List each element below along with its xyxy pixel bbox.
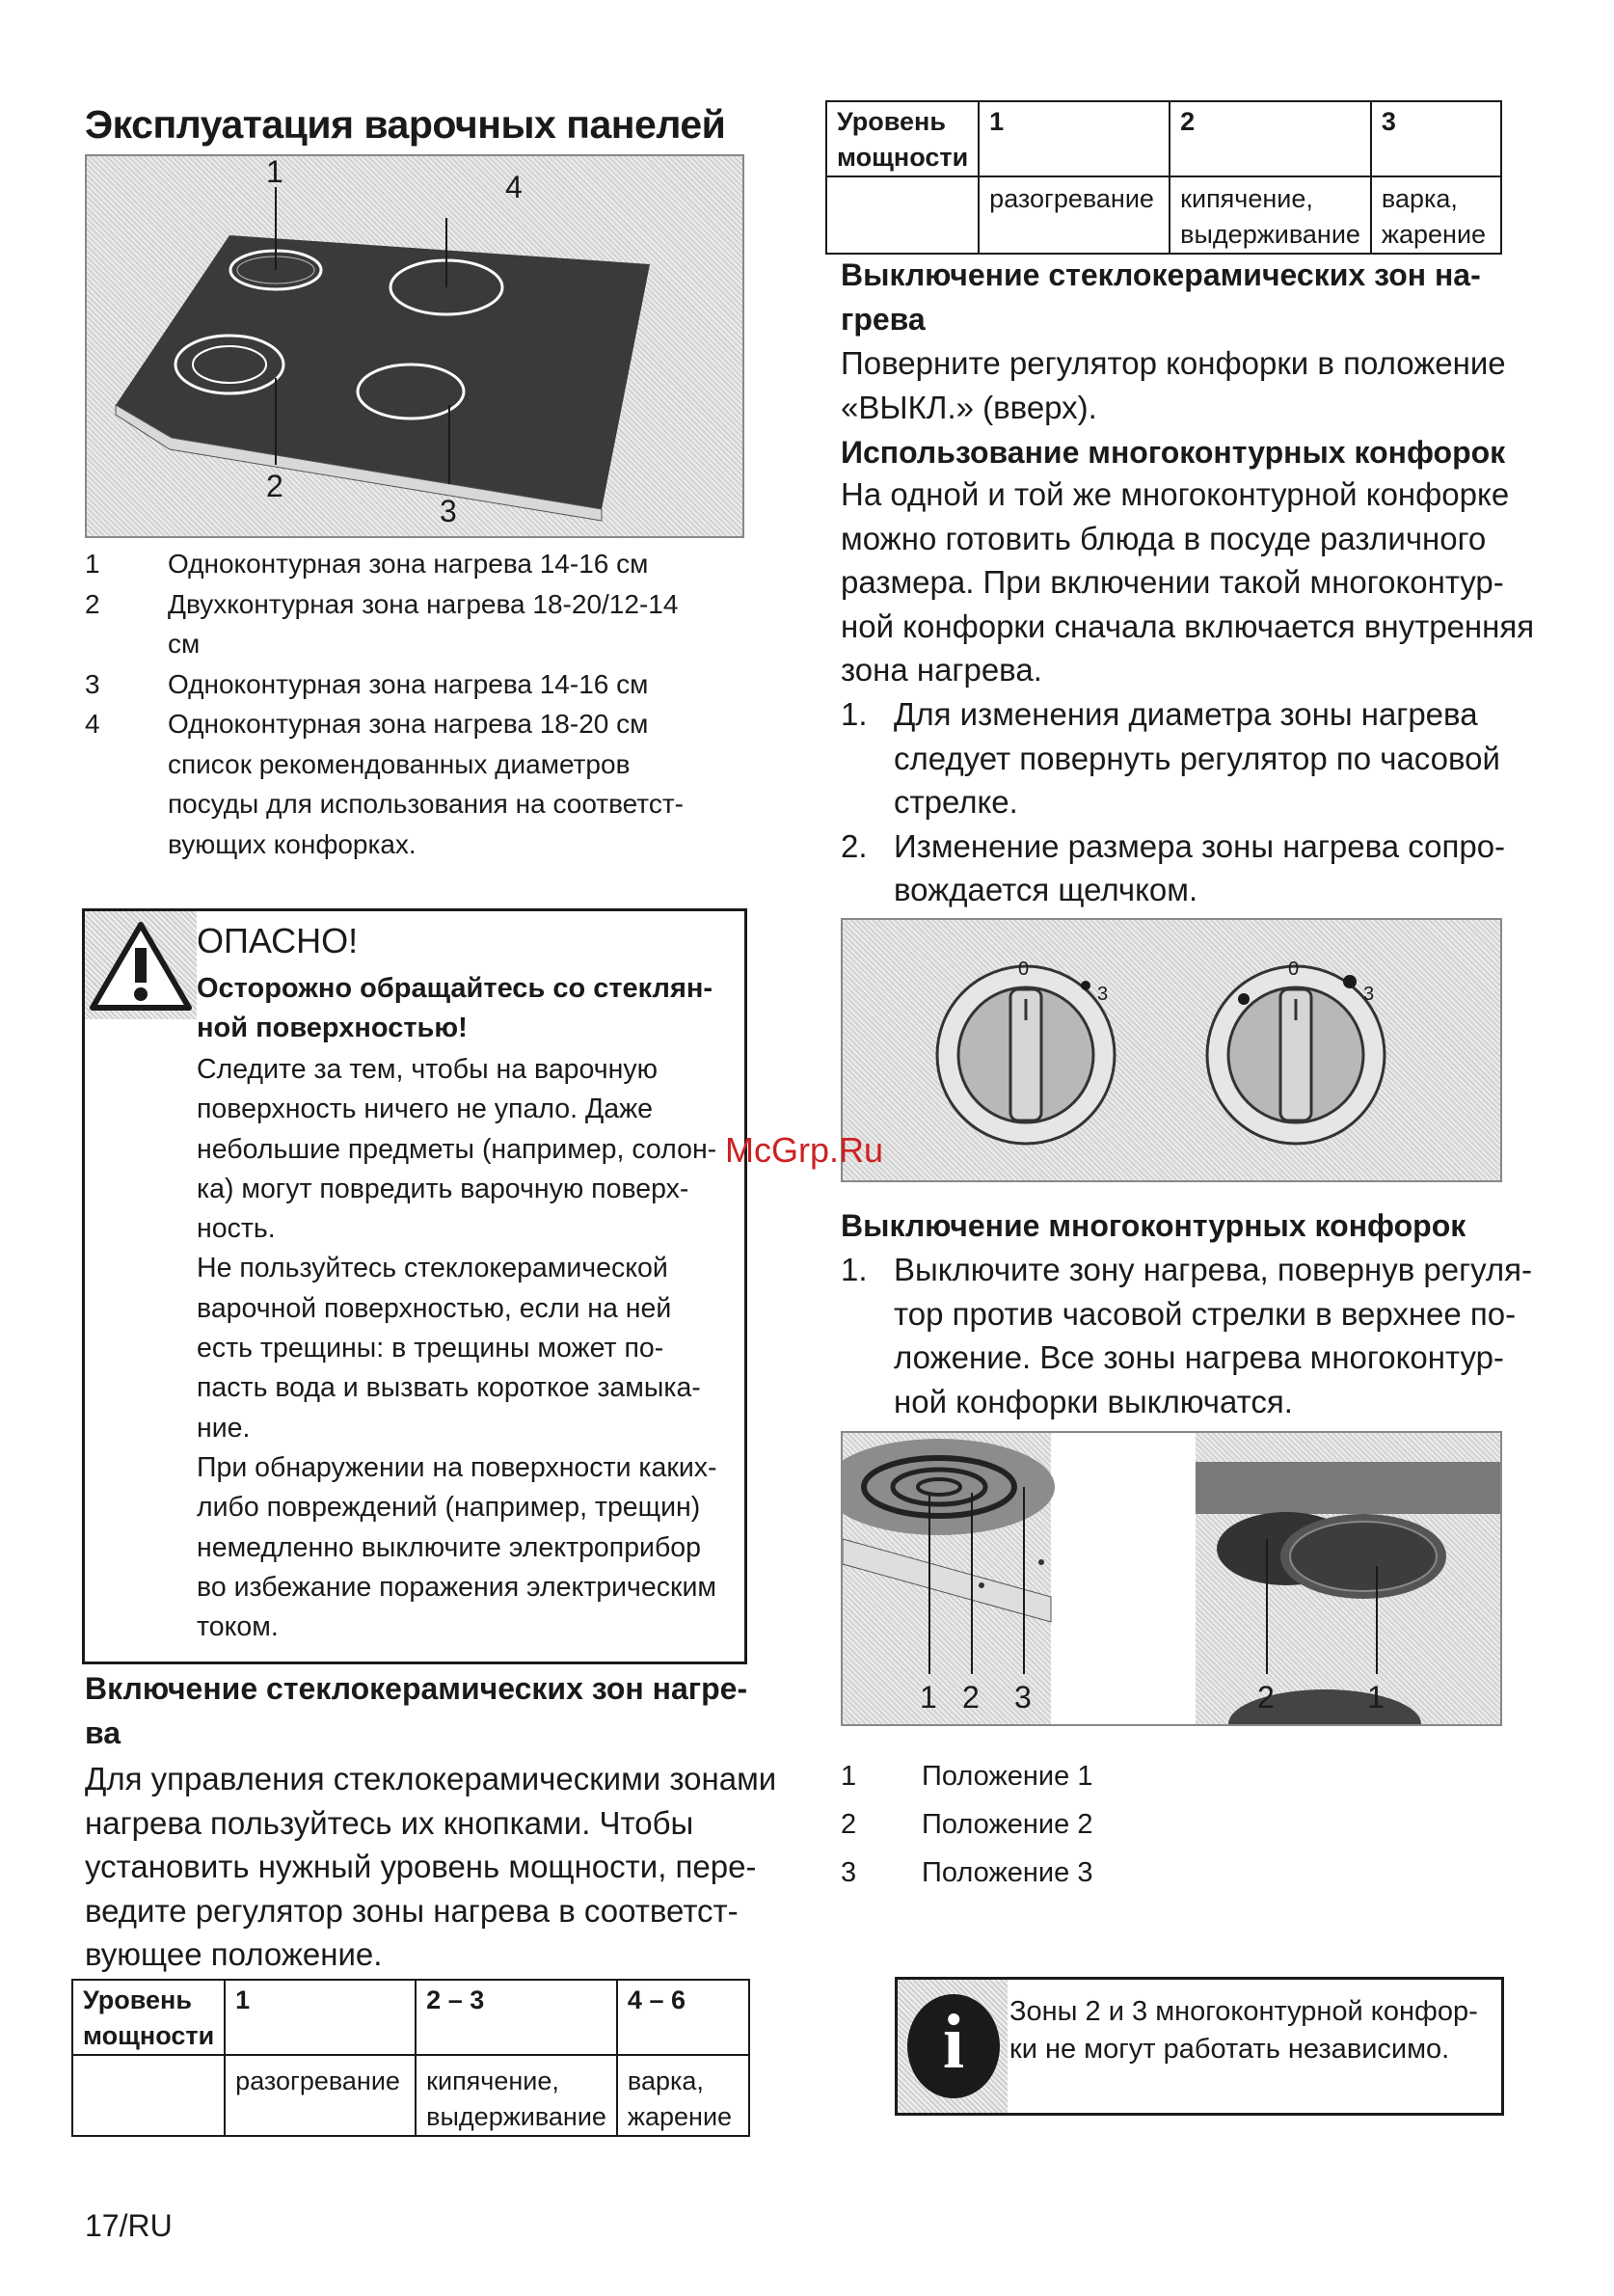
legend-text: вующих конфорках. <box>168 828 417 859</box>
info-line: ки не могут работать независимо. <box>1009 2034 1450 2065</box>
warning-line: током. <box>197 1611 279 1643</box>
hob-label-4: 4 <box>505 170 523 204</box>
power-level-table-left <box>71 1979 750 2137</box>
position-label: Положение 3 <box>922 1857 1093 1888</box>
info-icon-letter: i <box>942 2000 965 2085</box>
table-cell: кипячение, выдерживание <box>416 2055 617 2136</box>
knobs-figure <box>841 918 1502 1182</box>
hob-label-2: 2 <box>266 469 283 503</box>
list-item-line: тор против часовой стрелки в верхнее по- <box>894 1295 1517 1332</box>
table-header-cell: 2 <box>1170 101 1371 176</box>
page-number: 17/RU <box>85 2208 173 2243</box>
legend-num: 2 <box>85 588 100 619</box>
zone-label-left-1: 1 <box>920 1680 937 1715</box>
warning-subtitle <box>197 969 746 1048</box>
knob-left-icon <box>937 966 1115 1144</box>
paragraph-line: ведите регулятор зоны нагрева в соответст- <box>85 1892 739 1929</box>
paragraph-line: размера. При включении такой многоконтур- <box>841 564 1504 600</box>
section-heading-switch-off <box>841 253 1535 341</box>
warning-line: пасть вода и вызвать короткое замыка- <box>197 1372 701 1404</box>
hob-illustration <box>87 156 742 536</box>
paragraph-line: нагрева пользуйтесь их кнопками. Чтобы <box>85 1804 694 1841</box>
table-cell <box>826 176 979 254</box>
legend-item <box>85 584 750 664</box>
heading-line: Выключение стеклокерамических зон на- <box>841 257 1481 292</box>
paragraph-line: На одной и той же многоконтурной конфорке <box>841 476 1510 512</box>
multi-steps-list <box>841 692 1564 912</box>
hob-legend <box>85 544 750 864</box>
knob-right-label-0: 0 <box>1288 959 1300 980</box>
paragraph-line: Для управления стеклокерамическими зонами <box>85 1761 777 1796</box>
warning-line: Не пользуйтесь стеклокерамической <box>197 1253 668 1284</box>
table-header-cell: 1 <box>225 1980 416 2055</box>
list-item <box>841 824 1564 912</box>
info-note-box <box>895 1977 1504 2116</box>
burner-zones-figure <box>841 1431 1502 1726</box>
list-item-number: 1. <box>841 1252 868 1287</box>
warning-line: ка) могут повредить варочную поверх- <box>197 1173 689 1204</box>
table-cell <box>72 2055 225 2136</box>
warning-line: либо повреждений (например, трещин) <box>197 1492 701 1524</box>
warning-line: ность. <box>197 1213 276 1245</box>
list-item-line: вождается щелчком. <box>894 872 1198 907</box>
power-level-table-right <box>825 100 1502 255</box>
page-title: Эксплуатация варочных панелей <box>85 102 726 147</box>
legend-text: Двухконтурная зона нагрева 18-20/12-14 <box>168 588 679 619</box>
legend-item <box>85 704 750 864</box>
table-row <box>72 1980 749 2055</box>
hob-label-3: 3 <box>440 494 457 528</box>
table-cell: разогревание <box>225 2055 416 2136</box>
warning-line: есть трещины: в трещины может по- <box>197 1333 664 1364</box>
position-num: 3 <box>841 1857 857 1888</box>
table-row <box>826 101 1501 176</box>
multi-off-steps-list <box>841 1248 1564 1423</box>
legend-num: 3 <box>85 668 100 699</box>
warning-line: При обнаружении на поверхности каких- <box>197 1451 717 1483</box>
warning-line: варочной поверхностью, если на ней <box>197 1292 672 1324</box>
paragraph-line: установить нужный уровень мощности, пере- <box>85 1849 757 1884</box>
table-header-cell: 3 <box>1371 101 1501 176</box>
heading-line: ва <box>85 1715 121 1750</box>
hob-figure <box>85 154 744 538</box>
list-item <box>841 1248 1564 1423</box>
zone-label-right-2: 2 <box>1257 1680 1275 1715</box>
list-item <box>841 692 1564 824</box>
hob-label-1: 1 <box>266 154 283 189</box>
legend-text: см <box>168 629 201 659</box>
position-num: 2 <box>841 1809 857 1840</box>
watermark-text: McGrp.Ru <box>725 1130 884 1170</box>
knob-left-label-0: 0 <box>1018 959 1030 980</box>
warning-line: во избежание поражения электрическим <box>197 1571 716 1603</box>
heading-line: грева <box>841 302 926 337</box>
paragraph-line: «ВЫКЛ.» (вверх). <box>841 389 1097 425</box>
list-item-line: ложение. Все зоны нагрева многоконтур- <box>894 1339 1504 1375</box>
legend-text: Одноконтурная зона нагрева 18-20 см <box>168 709 649 739</box>
warning-triangle-icon <box>89 921 193 1013</box>
warning-line: поверхность ничего не упало. Даже <box>197 1094 654 1125</box>
list-item <box>841 1851 1323 1900</box>
warning-line: ние. <box>197 1412 251 1444</box>
legend-text: Одноконтурная зона нагрева 14-16 см <box>168 668 649 699</box>
heading-line: Включение стеклокерамических зон нагре- <box>85 1671 748 1706</box>
warning-subtitle-line: ной поверхностью! <box>197 1013 468 1043</box>
table-cell: кипячение, выдерживание <box>1170 176 1371 254</box>
zone-label-left-3: 3 <box>1014 1680 1032 1715</box>
paragraph-line: можно готовить блюда в посуде различного <box>841 520 1487 556</box>
list-item-line: Изменение размера зоны нагрева сопро- <box>894 827 1506 864</box>
list-item-number: 1. <box>841 696 868 732</box>
zone-label-right-1: 1 <box>1367 1680 1385 1715</box>
warning-title: ОПАСНО! <box>197 921 359 960</box>
positions-legend <box>841 1755 1323 1900</box>
list-item <box>841 1803 1323 1851</box>
burner-zones-illustration <box>843 1433 1500 1724</box>
table-header-cell: 2 – 3 <box>416 1980 617 2055</box>
table-cell: варка, жарение <box>1371 176 1501 254</box>
section-heading-multi: Использование многоконтурных конфорок <box>841 435 1506 470</box>
legend-item <box>85 664 750 705</box>
warning-line: небольшие предметы (например, солон- <box>197 1133 717 1165</box>
position-label: Положение 2 <box>922 1809 1093 1840</box>
table-header-cell: 4 – 6 <box>617 1980 749 2055</box>
section-heading-switch-on <box>85 1666 779 1755</box>
legend-num: 1 <box>85 549 100 579</box>
list-item-line: Выключите зону нагрева, повернув регуля- <box>894 1252 1533 1287</box>
legend-text: список рекомендованных диаметров <box>168 748 631 779</box>
knob-right-icon <box>1207 966 1385 1144</box>
list-item-number: 2. <box>841 827 868 864</box>
legend-text: посуды для использования на соответст- <box>168 789 684 819</box>
list-item-line: Для изменения диаметра зоны нагрева <box>894 696 1478 732</box>
paragraph-line: зона нагрева. <box>841 652 1042 688</box>
table-row <box>72 2055 749 2136</box>
table-header-cell: Уровень мощности <box>826 101 979 176</box>
warning-line: Следите за тем, чтобы на варочную <box>197 1054 658 1085</box>
position-num: 1 <box>841 1761 857 1792</box>
legend-text: Одноконтурная зона нагрева 14-16 см <box>168 549 649 579</box>
zone-label-left-2: 2 <box>962 1680 980 1715</box>
paragraph-line: вующее положение. <box>85 1936 383 1972</box>
knobs-illustration <box>843 920 1500 1180</box>
warning-line: немедленно выключите электроприбор <box>197 1531 701 1563</box>
list-item-line: ной конфорки выключатся. <box>894 1383 1293 1419</box>
warning-subtitle-line: Осторожно обращайтесь со стеклян- <box>197 973 713 1004</box>
table-cell: варка, жарение <box>617 2055 749 2136</box>
paragraph-line: Поверните регулятор конфорки в положение <box>841 345 1506 381</box>
position-label: Положение 1 <box>922 1761 1093 1792</box>
table-row <box>826 176 1501 254</box>
table-cell: разогревание <box>979 176 1170 254</box>
knob-right-label-3: 3 <box>1363 984 1375 1005</box>
list-item-line: следует повернуть регулятор по часовой <box>894 740 1500 776</box>
knob-left-label-3: 3 <box>1097 984 1109 1005</box>
paragraph-line: ной конфорки сначала включается внутренняя <box>841 608 1535 644</box>
legend-num: 4 <box>85 709 100 739</box>
table-header-cell: Уровень мощности <box>72 1980 225 2055</box>
danger-warning-box <box>82 908 747 1664</box>
table-header-cell: 1 <box>979 101 1170 176</box>
section-paragraph-multi <box>841 473 1564 692</box>
info-note-text <box>1009 1993 1501 2068</box>
section-heading-multi-off: Выключение многоконтурных конфорок <box>841 1208 1466 1243</box>
section-paragraph-switch-off <box>841 341 1554 429</box>
list-item-line: стрелке. <box>894 784 1018 820</box>
info-line: Зоны 2 и 3 многоконтурной конфор- <box>1009 1996 1478 2027</box>
legend-item <box>85 544 750 584</box>
section-paragraph-switch-on <box>85 1757 789 1977</box>
warning-text <box>197 1050 748 1647</box>
list-item <box>841 1755 1323 1803</box>
